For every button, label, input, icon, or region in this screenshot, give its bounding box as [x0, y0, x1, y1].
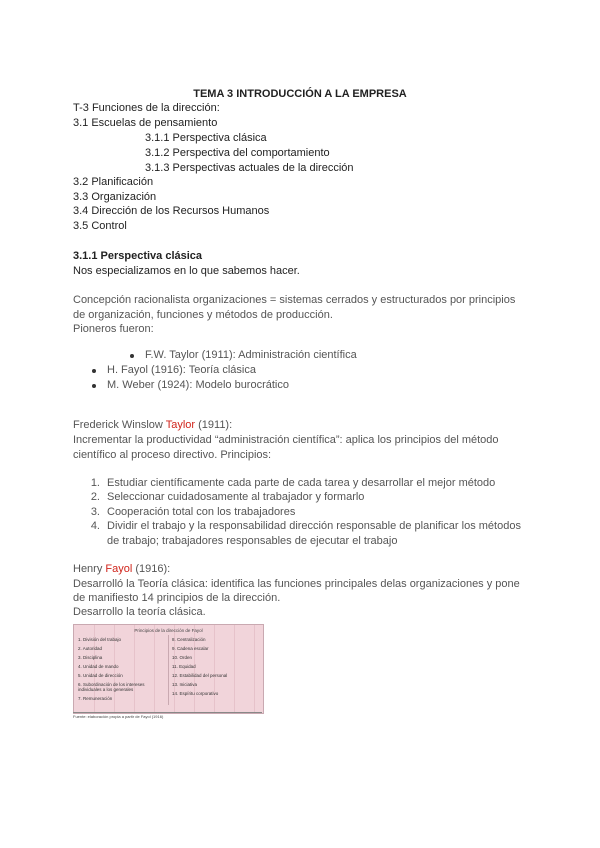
fayol-principles-figure [73, 624, 264, 714]
taylor-name-highlight: Taylor [165, 419, 196, 431]
figure-right-item: 10. Orden [172, 655, 193, 660]
principle-item: Dividir el trabajo y la responsabilidad dirección responsable de planificar los métodos [107, 520, 521, 532]
figure-right-item: 8. Centralización [172, 637, 206, 642]
figure-left-item: 6. Subordinación de los intereses [78, 682, 145, 687]
list-number: 2. [90, 491, 100, 503]
toc-3-4: 3.4 Dirección de los Recursos Humanos [73, 205, 270, 217]
figure-left-item: 2. Autoridad [78, 646, 103, 651]
toc-3-1: 3.1 Escuelas de pensamiento [73, 117, 218, 129]
figure-right-item: 14. Espíritu corporativo [172, 691, 219, 696]
figure-left-item: 1. División del trabajo [78, 637, 122, 642]
toc-3-5: 3.5 Control [73, 220, 127, 232]
figure-title: Principios de la dirección de Fayol [134, 628, 203, 633]
fayol-name-suffix: (1916): [132, 563, 171, 575]
figure-left-item: 4. Unidad de mando [78, 664, 119, 669]
principle-continuation: de trabajo; trabajadores responsables de ejecutar el trabajo [107, 535, 398, 547]
section-intro: Nos especializamos en lo que sabemos hacer. [73, 265, 300, 277]
concept-line-1: Concepción racionalista organizaciones = sistemas cerrados y estructurados por principios [73, 294, 516, 306]
fayol-heading [73, 562, 170, 576]
fayol-name-highlight: Fayol [105, 563, 133, 575]
principle-item: Seleccionar cuidadosamente al trabajador y formarlo [107, 491, 365, 503]
taylor-name-suffix: (1911): [195, 419, 233, 431]
pioneer-item: M. Weber (1924): Modelo burocrático [107, 379, 289, 391]
principle-item: Cooperación total con los trabajadores [107, 506, 296, 518]
taylor-desc-line-1: Incrementar la productividad “administración científica”: aplica los principios del método [73, 434, 499, 446]
figure-caption-rule [73, 712, 262, 713]
concept-line-2: de organización, funciones y métodos de producción. [73, 309, 333, 321]
figure-right-item: 11. Equidad [172, 664, 196, 669]
pioneers-label: Pioneros fueron: [73, 323, 154, 335]
principle-item: Estudiar científicamente cada parte de cada tarea y desarrollar el mejor método [107, 477, 496, 489]
figure-right-item: 13. Iniciativa [172, 682, 198, 687]
bullet-icon [130, 354, 134, 358]
section-heading: 3.1.1 Perspectiva clásica [73, 250, 203, 262]
taylor-heading [73, 418, 232, 432]
bullet-icon [92, 384, 96, 388]
fayol-name-prefix: Henry [73, 563, 106, 575]
bullet-icon [92, 369, 96, 373]
taylor-name-prefix: Frederick Winslow [73, 419, 166, 431]
list-number: 3. [90, 506, 100, 518]
document-title: TEMA 3 INTRODUCCIÓN A LA EMPRESA [193, 88, 407, 100]
figure-left-item: 3. Disciplina [78, 655, 103, 660]
pioneer-item: H. Fayol (1916): Teoría clásica [107, 364, 256, 376]
figure-left-item: 7. Remuneración [78, 696, 113, 701]
figure-divider [168, 635, 169, 705]
list-number: 4. [90, 520, 100, 532]
figure-left-item: individuales a los generales [78, 687, 134, 692]
fayol-desc-line-2: de manifiesto 14 principios de la dirección. [73, 592, 281, 604]
taylor-desc-line-2: científico al proceso directivo. Principios: [73, 449, 272, 461]
toc-3-1-3: 3.1.3 Perspectivas actuales de la dirección [145, 162, 354, 174]
figure-left-item: 5. Unidad de dirección [78, 673, 123, 678]
toc-3-3: 3.3 Organización [73, 191, 157, 203]
fayol-desc-line-1: Desarrolló la Teoría clásica: identifica las funciones principales delas organizaciones y pone [73, 578, 520, 590]
toc-3-2: 3.2 Planificación [73, 176, 154, 188]
figure-caption: Fuente: elaboración propia a partir de Fayol (1916) [73, 714, 164, 719]
pioneer-item: F.W. Taylor (1911): Administración científica [145, 349, 357, 361]
toc-3-1-2: 3.1.2 Perspectiva del comportamiento [145, 147, 330, 159]
toc-3-1-1: 3.1.1 Perspectiva clásica [145, 132, 267, 144]
figure-right-item: 12. Estabilidad del personal [172, 673, 228, 678]
figure-right-item: 9. Cadena escalar [172, 646, 209, 651]
list-number: 1. [90, 477, 100, 489]
toc-t3: T-3 Funciones de la dirección: [73, 102, 220, 114]
fayol-desc-line-3: Desarrollo la teoría clásica. [73, 606, 206, 618]
